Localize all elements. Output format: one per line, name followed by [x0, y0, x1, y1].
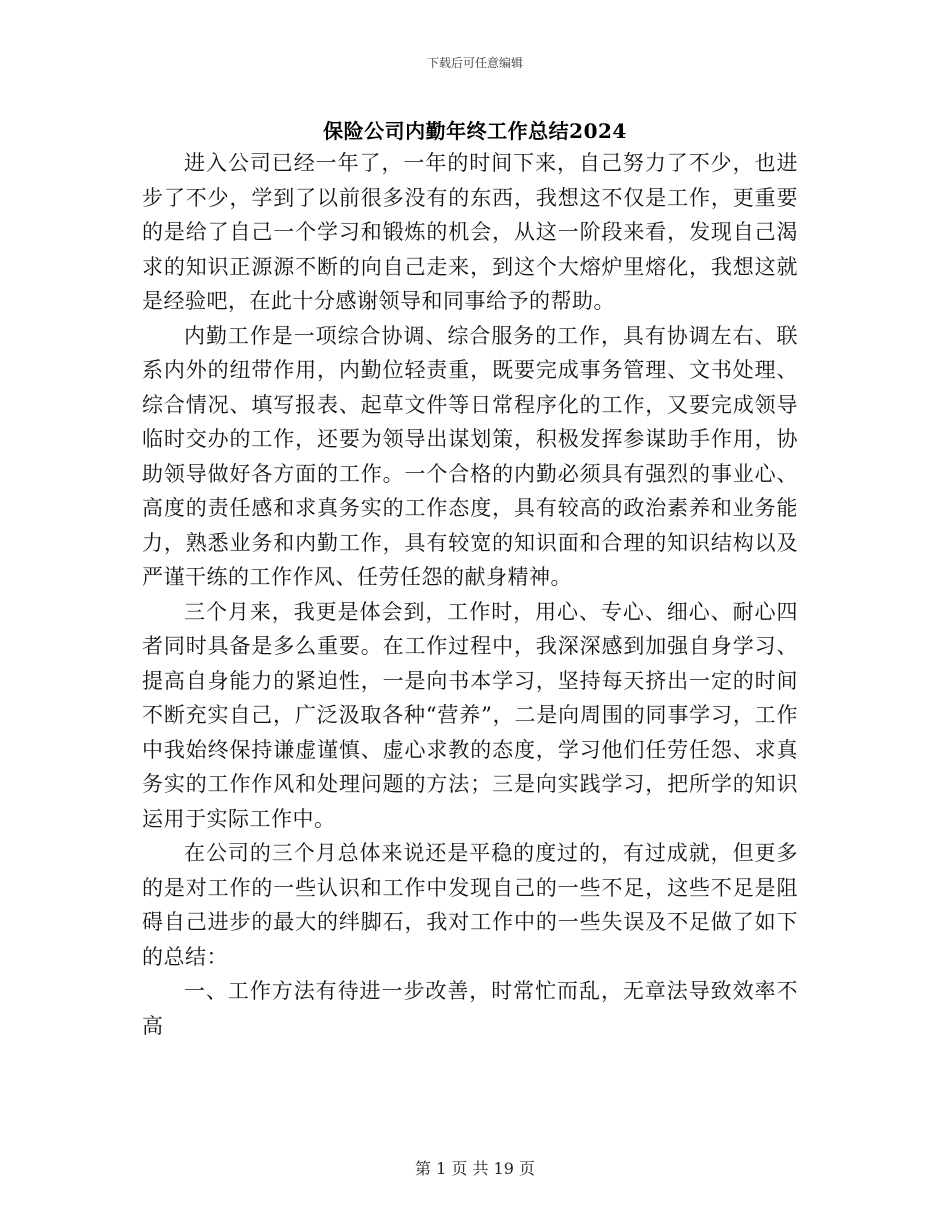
- document-title: 保险公司内勤年终工作总结2024: [323, 119, 627, 143]
- header-note: 下载后可任意编辑: [426, 56, 523, 70]
- document-body: [142, 146, 798, 1043]
- paragraph-point-one: 一、工作方法有待进一步改善，时常忙而乱，无章法导致效率不高: [142, 979, 798, 1038]
- page-number: 第 1 页 共 19 页: [415, 1159, 535, 1178]
- paragraph-summary-intro: 在公司的三个月总体来说还是平稳的度过的，有过成就，但更多的是对工作的一些认识和工作中发现自己的一些不足，这些不足是阻碍自己进步的最大的绊脚石，我对工作中的一些失误及不足做了如下的总结：: [142, 841, 798, 969]
- paragraph-role-description: 内勤工作是一项综合协调、综合服务的工作，具有协调左右、联系内外的纽带作用，内勤位轻责重，既要完成事务管理、文书处理、综合情况、填写报表、起草文件等日常程序化的工作，又要完成领导临时交办的工作，还要为领导出谋划策，积极发挥参谋助手作用，协助领导做好各方面的工作。一个合格的内勤必须具有强烈的事业心、高度的责任感和求真务实的工作态度，具有较高的政治素养和业务能力，熟悉业务和内勤工作，具有较宽的知识面和合理的知识结构以及严谨干练的工作作风、任劳任怨的献身精神。: [142, 323, 798, 589]
- paragraph-learning: 三个月来，我更是体会到，工作时，用心、专心、细心、耐心四者同时具备是多么重要。在工作过程中，我深深感到加强自身学习、提高自身能力的紧迫性，一是向书本学习，坚持每天挤出一定的时间不断充实自己，广泛汲取各种“营养”，二是向周围的同事学习，工作中我始终保持谦虚谨慎、虚心求教的态度，学习他们任劳任怨、求真务实的工作作风和处理问题的方法；三是向实践学习，把所学的知识运用于实际工作中。: [142, 599, 798, 831]
- paragraph-intro: 进入公司已经一年了，一年的时间下来，自己努力了不少，也进步了不少，学到了以前很多没有的东西，我想这不仅是工作，更重要的是给了自己一个学习和锻炼的机会，从这一阶段来看，发现自己渴求的知识正源源不断的向自己走来，到这个大熔炉里熔化，我想这就是经验吧，在此十分感谢领导和同事给予的帮助。: [142, 151, 798, 313]
